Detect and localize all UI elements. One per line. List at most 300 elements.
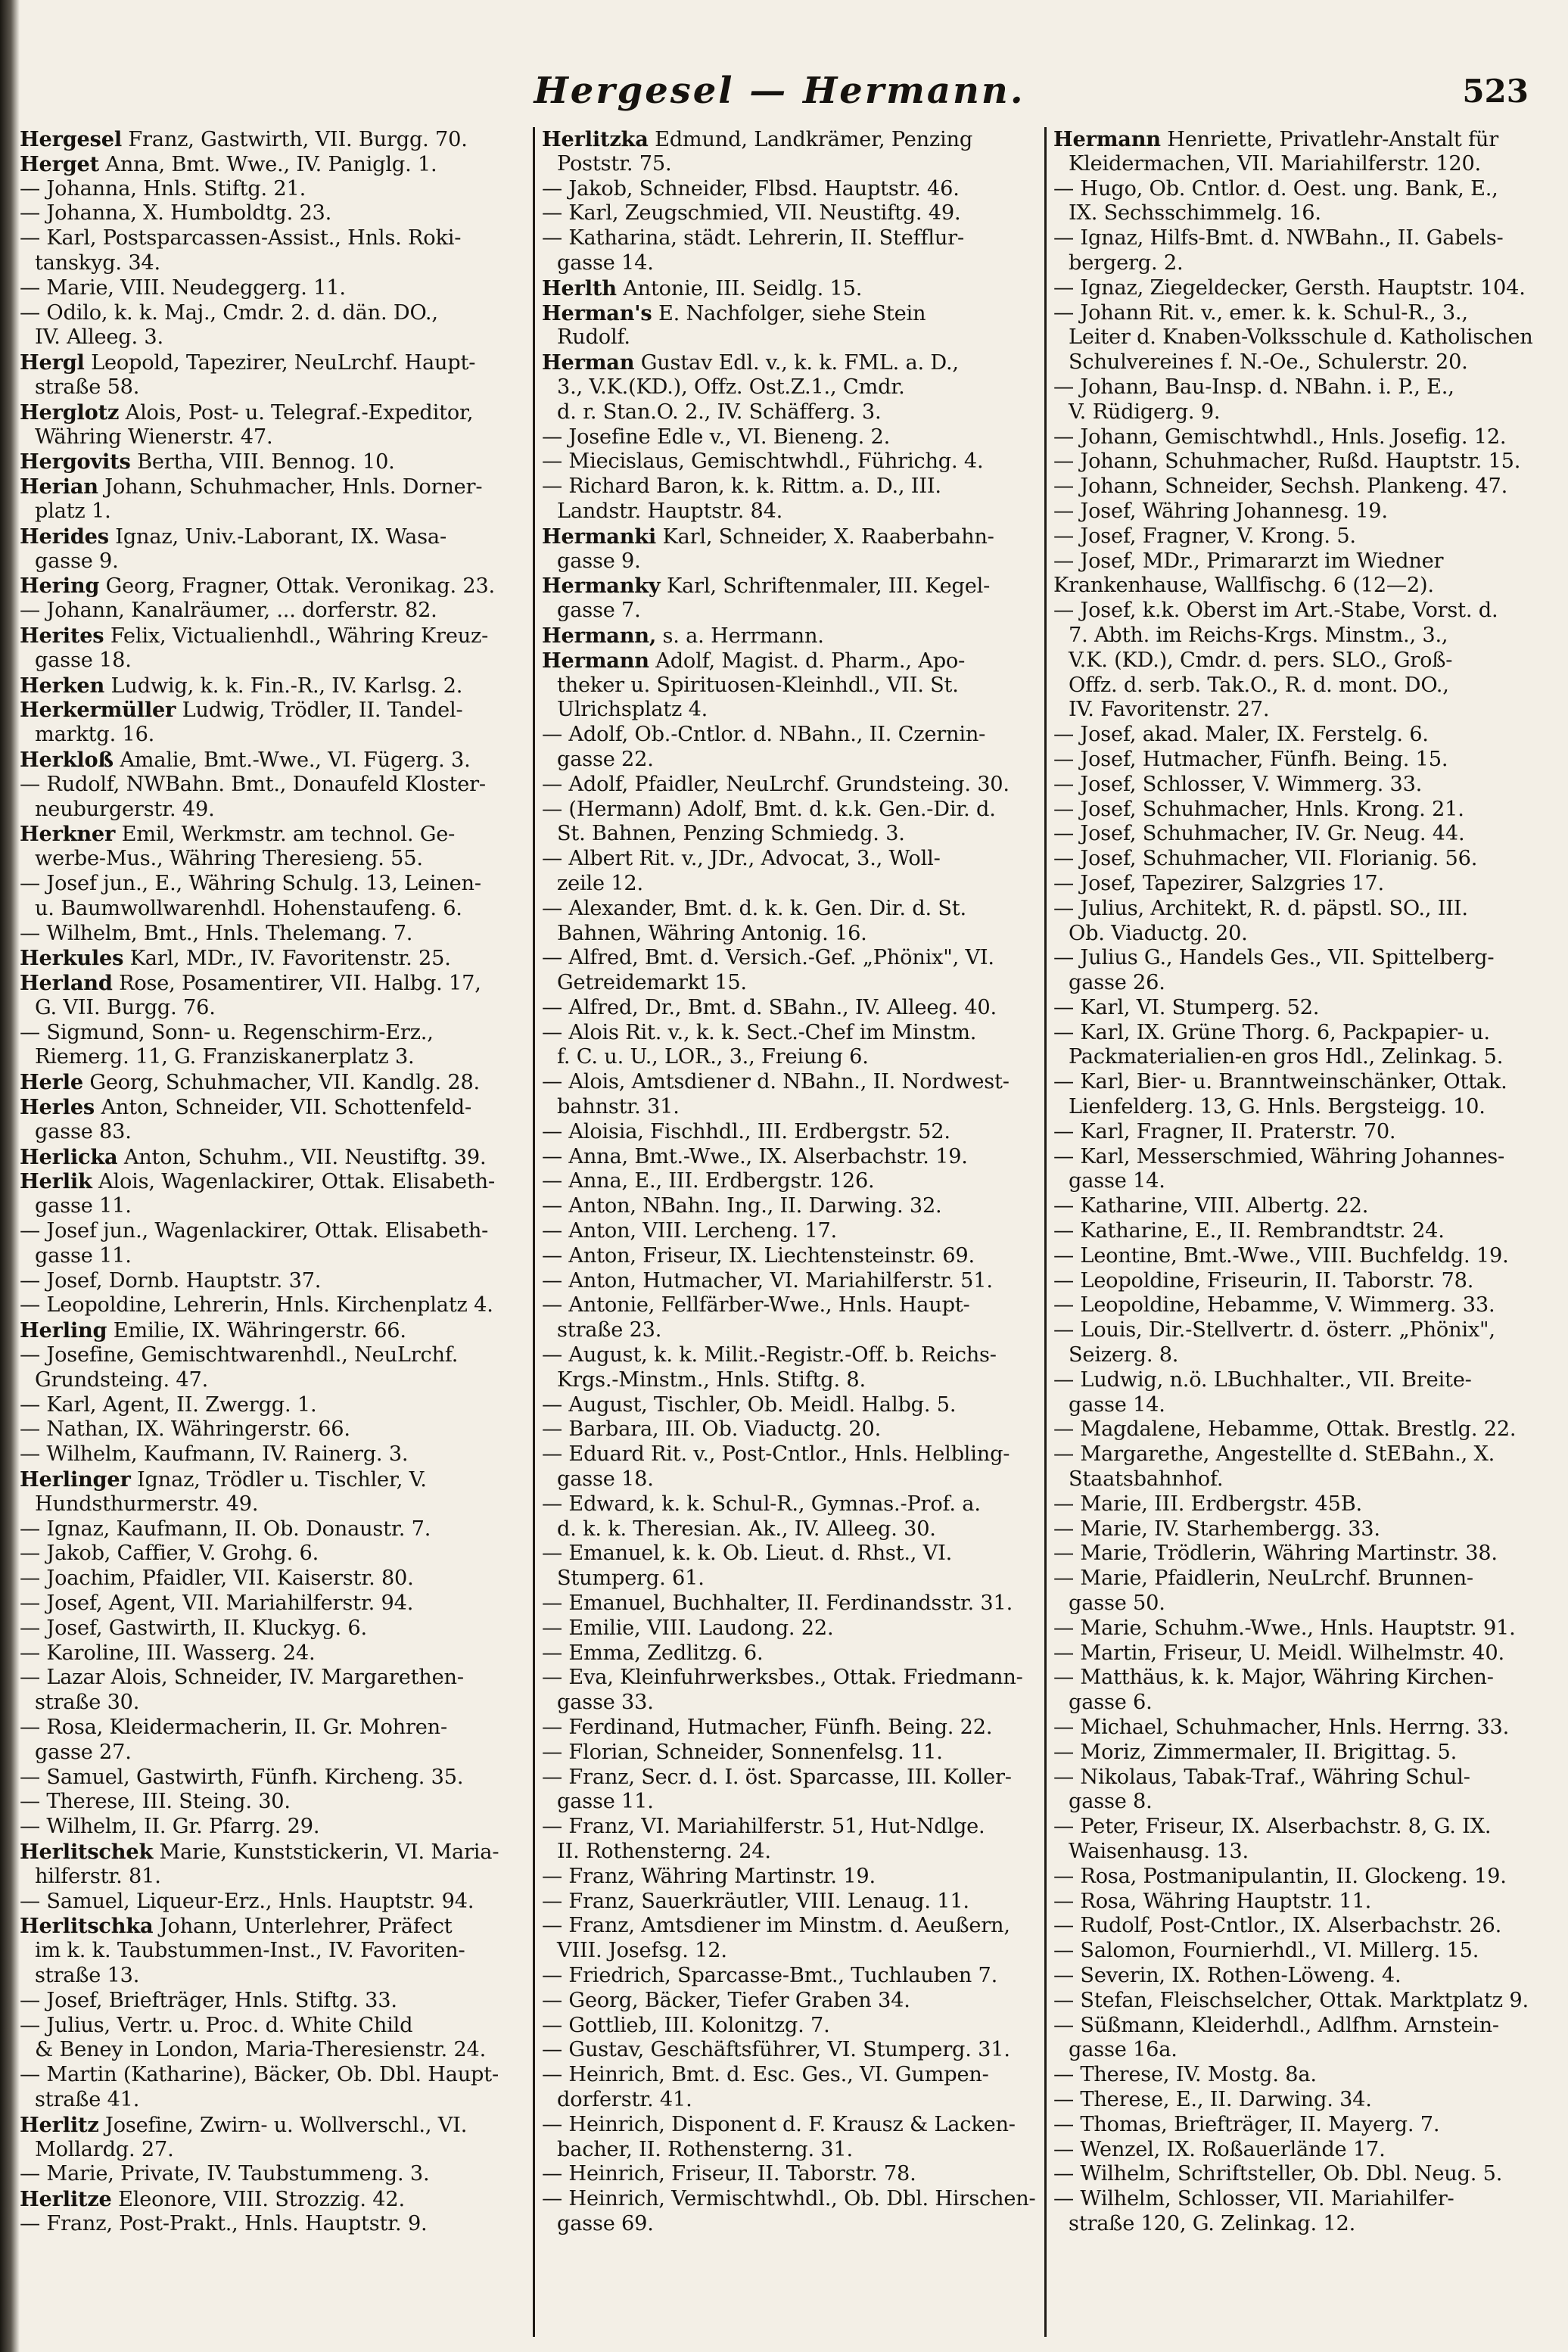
entry-text: — Jakob, Schneider, Flbsd. Hauptstr. 46. bbox=[542, 176, 960, 201]
entry-text: Amalie, Bmt.-Wwe., VI. Fügerg. 3. bbox=[113, 748, 471, 772]
directory-line bbox=[1053, 450, 1545, 474]
directory-line bbox=[20, 400, 513, 425]
entry-text: — Josef, Briefträger, Hnls. Stiftg. 33. bbox=[20, 1988, 397, 2012]
entry-text: — Antonie, Fellfärber-Wwe., Hnls. Haupt- bbox=[542, 1293, 970, 1318]
page-number: 523 bbox=[1462, 73, 1529, 110]
directory-line bbox=[542, 574, 1037, 599]
directory-line bbox=[1053, 1417, 1545, 1442]
entry-text: — Marie, Private, IV. Taubstummeng. 3. bbox=[20, 2162, 430, 2186]
entry-surname: Herlicka bbox=[20, 1144, 118, 1169]
directory-line bbox=[542, 2038, 1037, 2063]
entry-surname: Hergesel bbox=[20, 127, 122, 151]
entry-text: — August, Tischler, Ob. Meidl. Halbg. 5. bbox=[542, 1392, 957, 1417]
entry-text: — Ignaz, Hilfs-Bmt. d. NWBahn., II. Gabels- bbox=[1053, 226, 1504, 250]
directory-line bbox=[20, 350, 513, 375]
entry-surname: Hermanky bbox=[542, 574, 661, 599]
directory-line bbox=[1053, 1269, 1545, 1294]
directory-line bbox=[1053, 946, 1545, 971]
entry-text: — Franz, Amtsdiener im Minstm. d. Aeußern, bbox=[542, 1914, 1010, 1938]
directory-line bbox=[20, 127, 513, 152]
entry-text: Kleidermachen, VII. Mariahilferstr. 120. bbox=[1069, 151, 1481, 176]
directory-line bbox=[542, 1120, 1037, 1145]
entry-text: — Anna, Bmt.-Wwe., IX. Alserbachstr. 19. bbox=[542, 1144, 968, 1168]
directory-line bbox=[1053, 1840, 1545, 1865]
entry-text: — Michael, Schuhmacher, Hnls. Herrng. 33. bbox=[1053, 1716, 1510, 1739]
entry-text: — Wilhelm, Schriftsteller, Ob. Dbl. Neug. 5. bbox=[1053, 2162, 1503, 2186]
directory-line bbox=[1053, 1542, 1545, 1566]
entry-text: Anton, Schneider, VII. Schottenfeld- bbox=[95, 1096, 471, 1120]
directory-line bbox=[542, 723, 1037, 748]
entry-text: — Miecislaus, Gemischtwhdl., Führichg. 4. bbox=[542, 450, 984, 474]
directory-line bbox=[20, 2063, 513, 2088]
entry-text: u. Baumwollwarenhdl. Hohenstaufeng. 6. bbox=[35, 896, 462, 920]
directory-line bbox=[20, 1393, 513, 1418]
entry-surname: Hering bbox=[20, 574, 100, 599]
directory-line bbox=[20, 847, 513, 872]
entry-text: — Josef, akad. Maler, IX. Ferstelg. 6. bbox=[1053, 723, 1429, 747]
entry-text: Ulrichsplatz 4. bbox=[557, 698, 708, 722]
entry-text: — Josef, Agent, VII. Mariahilferstr. 94. bbox=[20, 1591, 414, 1616]
entry-text: Ludwig, k. k. Fin.-R., IV. Karlsg. 2. bbox=[104, 674, 463, 698]
entry-text: — Franz, Sauerkräutler, VIII. Lenaug. 11. bbox=[542, 1889, 969, 1913]
entry-surname: Herlitschek bbox=[20, 1839, 154, 1864]
entry-text: Antonie, III. Seidlg. 15. bbox=[616, 276, 863, 300]
directory-line bbox=[20, 1368, 513, 1393]
directory-line bbox=[542, 748, 1037, 773]
directory-line bbox=[1053, 499, 1545, 524]
entry-text: straße 13. bbox=[35, 1963, 140, 1987]
entry-text: — August, k. k. Milit.-Registr.-Off. b. Reichs- bbox=[542, 1343, 997, 1367]
entry-text: gasse 22. bbox=[557, 747, 654, 771]
entry-text: IX. Sechsschimmelg. 16. bbox=[1069, 201, 1321, 226]
entry-text: gasse 14. bbox=[1069, 1392, 1165, 1417]
entry-text: V.K. (KD.), Cmdr. d. pers. SLO., Groß- bbox=[1069, 648, 1453, 672]
directory-line bbox=[542, 1219, 1037, 1244]
directory-line bbox=[1053, 1890, 1545, 1915]
entry-text: zeile 12. bbox=[557, 871, 643, 895]
directory-line bbox=[1053, 2212, 1545, 2237]
entry-text: — Matthäus, k. k. Major, Währing Kirchen- bbox=[1053, 1666, 1494, 1690]
directory-line bbox=[542, 1343, 1037, 1368]
entry-text: gasse 9. bbox=[35, 549, 119, 573]
directory-line bbox=[20, 152, 513, 177]
directory-line bbox=[1053, 2014, 1545, 2039]
directory-line bbox=[20, 1517, 513, 1542]
entry-text: werbe-Mus., Währing Theresieng. 55. bbox=[35, 847, 423, 871]
directory-line bbox=[20, 1666, 513, 1691]
directory-line bbox=[1053, 1939, 1545, 1964]
entry-text: Seizerg. 8. bbox=[1069, 1343, 1179, 1367]
entry-text: gasse 16a. bbox=[1069, 2038, 1178, 2062]
directory-line bbox=[20, 1194, 513, 1219]
entry-text: Marie, Kunststickerin, VI. Maria- bbox=[153, 1840, 499, 1864]
entry-text: — Karl, Agent, II. Zwergg. 1. bbox=[20, 1392, 317, 1417]
directory-line bbox=[542, 2113, 1037, 2138]
directory-line bbox=[542, 822, 1037, 847]
directory-line bbox=[1053, 127, 1545, 152]
directory-line bbox=[542, 624, 1037, 649]
entry-text: — Anton, NBahn. Ing., II. Darwing. 32. bbox=[542, 1194, 942, 1218]
directory-line bbox=[542, 971, 1037, 996]
directory-line bbox=[542, 226, 1037, 251]
entry-text: Ob. Viaductg. 20. bbox=[1069, 921, 1248, 945]
entry-text: — Josef, Schuhmacher, Hnls. Krong. 21. bbox=[1053, 797, 1464, 821]
entry-text: — Karl, Fragner, II. Praterstr. 70. bbox=[1053, 1119, 1396, 1143]
entry-text: bahnstr. 31. bbox=[557, 1095, 680, 1119]
directory-line bbox=[20, 1616, 513, 1641]
directory-line bbox=[1053, 1964, 1545, 1989]
directory-line bbox=[542, 773, 1037, 798]
entry-text: — Leopoldine, Lehrerin, Hnls. Kirchenplatz 4. bbox=[20, 1293, 493, 1318]
directory-line bbox=[1053, 1021, 1545, 1046]
directory-line bbox=[1053, 325, 1545, 350]
directory-line bbox=[1053, 674, 1545, 698]
entry-text: Felix, Victualienhdl., Währing Kreuz- bbox=[104, 624, 489, 648]
entry-text: — Nathan, IX. Währingerstr. 66. bbox=[20, 1417, 350, 1442]
directory-line bbox=[1053, 897, 1545, 922]
directory-line bbox=[20, 1840, 513, 1865]
entry-text: — Therese, IV. Mostg. 8a. bbox=[1053, 2063, 1317, 2087]
entry-text: Anton, Schuhm., VII. Neustiftg. 39. bbox=[117, 1145, 487, 1169]
entry-text: Krgs.-Minstm., Hnls. Stiftg. 8. bbox=[557, 1367, 866, 1392]
directory-line bbox=[20, 1145, 513, 1170]
entry-text: — Johanna, Hnls. Stiftg. 21. bbox=[20, 176, 306, 201]
entry-text: — Therese, E., II. Darwing. 34. bbox=[1053, 2087, 1372, 2111]
entry-text: Leiter d. Knaben-Volksschule d. Katholischen bbox=[1069, 325, 1533, 350]
directory-line bbox=[1053, 798, 1545, 823]
directory-line bbox=[20, 1890, 513, 1915]
directory-line bbox=[20, 2038, 513, 2063]
entry-text: — Ignaz, Kaufmann, II. Ob. Donaustr. 7. bbox=[20, 1517, 431, 1541]
directory-line bbox=[542, 1070, 1037, 1095]
directory-line bbox=[20, 599, 513, 624]
directory-line bbox=[1053, 1169, 1545, 1194]
entry-text: — Barbara, III. Ob. Viaductg. 20. bbox=[542, 1417, 882, 1442]
directory-line bbox=[1053, 474, 1545, 499]
entry-text: — Thomas, Briefträger, II. Mayerg. 7. bbox=[1053, 2112, 1440, 2136]
entry-text: Lienfelderg. 13, G. Hnls. Bergsteigg. 10. bbox=[1069, 1095, 1486, 1119]
directory-line bbox=[542, 350, 1037, 375]
entry-text: straße 58. bbox=[35, 375, 140, 399]
entry-surname: Herken bbox=[20, 673, 105, 698]
entry-text: — Gustav, Geschäftsführer, VI. Stumperg. 31. bbox=[542, 2038, 1010, 2062]
directory-line bbox=[1053, 2038, 1545, 2063]
directory-line bbox=[1053, 400, 1545, 425]
entry-text: — Franz, Währing Martinstr. 19. bbox=[542, 1864, 876, 1888]
directory-line bbox=[1053, 2138, 1545, 2163]
directory-line bbox=[542, 1417, 1037, 1442]
entry-text: — Josef, Gastwirth, II. Kluckyg. 6. bbox=[20, 1616, 367, 1640]
directory-line bbox=[542, 1616, 1037, 1641]
entry-text: — Josefine Edle v., VI. Bieneng. 2. bbox=[542, 425, 891, 449]
entry-text: G. VII. Burgg. 76. bbox=[35, 995, 216, 1019]
directory-line bbox=[542, 301, 1037, 326]
entry-text: — Karl, VI. Stumperg. 52. bbox=[1053, 995, 1320, 1019]
entry-text: — Louis, Dir.-Stellvertr. d. österr. „Phönix", bbox=[1053, 1318, 1495, 1342]
entry-surname: Herland bbox=[20, 971, 113, 996]
entry-text: — Jakob, Caffier, V. Grohg. 6. bbox=[20, 1542, 319, 1566]
entry-text: straße 30. bbox=[35, 1691, 140, 1715]
entry-text: — Peter, Friseur, IX. Alserbachstr. 8, G. IX. bbox=[1053, 1815, 1492, 1839]
entry-surname: Herites bbox=[20, 623, 104, 648]
entry-text: — Severin, IX. Rothen-Löweng. 4. bbox=[1053, 1963, 1402, 1987]
directory-line bbox=[20, 524, 513, 549]
directory-line bbox=[542, 698, 1037, 723]
directory-line bbox=[542, 1368, 1037, 1393]
entry-text: Georg, Schuhmacher, VII. Kandlg. 28. bbox=[82, 1071, 480, 1095]
directory-line bbox=[1053, 549, 1545, 574]
entry-text: bacher, II. Rothensterng. 31. bbox=[557, 2137, 853, 2161]
entry-surname: Herlitschka bbox=[20, 1914, 154, 1939]
entry-text: — Marie, Trödlerin, Währing Martinstr. 38. bbox=[1053, 1542, 1498, 1566]
entry-text: — Katharina, städt. Lehrerin, II. Stefflur- bbox=[542, 226, 964, 250]
entry-text: Ludwig, Trödler, II. Tandel- bbox=[176, 698, 463, 723]
entry-text: — Emilie, VIII. Laudong. 22. bbox=[542, 1616, 834, 1640]
directory-line bbox=[542, 1467, 1037, 1492]
directory-line bbox=[542, 1442, 1037, 1467]
directory-line bbox=[542, 1169, 1037, 1194]
entry-text: — Marie, III. Erdbergstr. 45B. bbox=[1053, 1492, 1362, 1516]
entry-text: — Johann, Kanalräumer, ... dorferstr. 82. bbox=[20, 599, 437, 623]
directory-line bbox=[542, 1244, 1037, 1269]
entry-text: — Anton, Hutmacher, VI. Mariahilferstr. 51. bbox=[542, 1268, 993, 1293]
directory-line bbox=[20, 946, 513, 971]
entry-text: platz 1. bbox=[35, 499, 111, 523]
directory-line bbox=[1053, 1989, 1545, 2014]
entry-text: — Lazar Alois, Schneider, IV. Margarethen- bbox=[20, 1666, 464, 1690]
entry-text: gasse 69. bbox=[557, 2211, 654, 2235]
directory-line bbox=[542, 1194, 1037, 1219]
entry-text: — Karl, Messerschmied, Währing Johannes- bbox=[1053, 1144, 1504, 1168]
entry-text: & Beney in London, Maria-Theresienstr. 24. bbox=[35, 2038, 487, 2062]
directory-line bbox=[20, 1021, 513, 1046]
entry-text: — Julius G., Handels Ges., VII. Spittelberg- bbox=[1053, 946, 1495, 970]
entry-text: — Josef, Tapezirer, Salzgries 17. bbox=[1053, 871, 1384, 895]
directory-line bbox=[542, 2014, 1037, 2039]
directory-line bbox=[1053, 2088, 1545, 2113]
directory-line bbox=[542, 1815, 1037, 1840]
entry-text: II. Rothensterng. 24. bbox=[557, 1839, 771, 1863]
entry-text: — Franz, VI. Mariahilferstr. 51, Hut-Ndlge. bbox=[542, 1815, 985, 1839]
directory-line bbox=[542, 1716, 1037, 1741]
entry-text: Grundsteing. 47. bbox=[35, 1367, 209, 1392]
entry-text: — Rosa, Kleidermacherin, II. Gr. Mohren- bbox=[20, 1716, 447, 1739]
entry-text: d. k. k. Theresian. Ak., IV. Alleeg. 30. bbox=[557, 1517, 936, 1541]
entry-text: gasse 83. bbox=[35, 1119, 132, 1143]
entry-text: Staatsbahnhof. bbox=[1069, 1467, 1224, 1492]
directory-line bbox=[20, 822, 513, 847]
entry-text: — Ignaz, Ziegeldecker, Gersth. Hauptstr. 104. bbox=[1053, 275, 1526, 300]
directory-line bbox=[542, 2063, 1037, 2088]
directory-line bbox=[1053, 1914, 1545, 1939]
entry-text: — Rudolf, NWBahn. Bmt., Donaufeld Kloster- bbox=[20, 772, 486, 796]
directory-line bbox=[20, 1343, 513, 1368]
directory-line bbox=[1053, 872, 1545, 897]
entry-text: — Albert Rit. v., JDr., Advocat, 3., Woll- bbox=[542, 847, 941, 871]
entry-text: IV. Alleeg. 3. bbox=[35, 325, 163, 350]
entry-surname: Herles bbox=[20, 1095, 95, 1120]
directory-line bbox=[20, 2187, 513, 2212]
entry-text: — Edward, k. k. Schul-R., Gymnas.-Prof. a. bbox=[542, 1492, 981, 1516]
directory-line bbox=[542, 1989, 1037, 2014]
directory-line bbox=[20, 971, 513, 996]
entry-text: straße 23. bbox=[557, 1318, 662, 1342]
directory-line bbox=[542, 1542, 1037, 1566]
directory-line bbox=[1053, 152, 1545, 177]
entry-text: Alois, Wagenlackirer, Ottak. Elisabeth- bbox=[92, 1170, 495, 1194]
entry-text: 7. Abth. im Reichs-Krgs. Minstm., 3., bbox=[1069, 623, 1448, 647]
entry-text: V. Rüdigerg. 9. bbox=[1069, 400, 1221, 424]
entry-text: gasse 6. bbox=[1069, 1691, 1153, 1715]
directory-line bbox=[1053, 624, 1545, 649]
entry-text: Gustav Edl. v., k. k. FML. a. D., bbox=[634, 351, 959, 375]
entry-text: Adolf, Magist. d. Pharm., Apo- bbox=[649, 649, 966, 673]
entry-text: — Katharine, VIII. Albertg. 22. bbox=[1053, 1194, 1369, 1218]
directory-line bbox=[1053, 1467, 1545, 1492]
entry-text: St. Bahnen, Penzing Schmiedg. 3. bbox=[557, 822, 905, 846]
directory-line bbox=[20, 301, 513, 326]
directory-line bbox=[1053, 574, 1545, 599]
directory-line bbox=[1053, 1393, 1545, 1418]
entry-text: — Johann, Bau-Insp. d. NBahn. i. P., E., bbox=[1053, 375, 1454, 399]
entry-text: — Eva, Kleinfuhrwerksbes., Ottak. Friedmann- bbox=[542, 1666, 1023, 1690]
directory-line bbox=[1053, 723, 1545, 748]
entry-text: — Samuel, Gastwirth, Fünfh. Kircheng. 35. bbox=[20, 1765, 464, 1789]
entry-text: — Josef, Dornb. Hauptstr. 37. bbox=[20, 1268, 322, 1293]
entry-text: Packmaterialien-en gros Hdl., Zelinkag. 5. bbox=[1069, 1045, 1504, 1069]
entry-text: — Joachim, Pfaidler, VII. Kaiserstr. 80. bbox=[20, 1566, 414, 1591]
directory-line bbox=[20, 996, 513, 1021]
column-1 bbox=[20, 127, 513, 2337]
directory-line bbox=[20, 1566, 513, 1591]
directory-line bbox=[20, 897, 513, 922]
entry-surname: Herman's bbox=[542, 300, 652, 325]
directory-line bbox=[542, 922, 1037, 947]
directory-line bbox=[542, 474, 1037, 499]
directory-line bbox=[542, 1492, 1037, 1517]
entry-text: — Katharine, E., II. Rembrandtstr. 24. bbox=[1053, 1219, 1445, 1243]
entry-text: — Marie, VIII. Neudeggerg. 11. bbox=[20, 275, 346, 300]
entry-surname: Herlitz bbox=[20, 2112, 99, 2137]
entry-text: — Emma, Zedlitzg. 6. bbox=[542, 1641, 764, 1665]
entry-text: — Martin (Katharine), Bäcker, Ob. Dbl. Haupt- bbox=[20, 2063, 499, 2087]
entry-text: — Wenzel, IX. Roßauerlände 17. bbox=[1053, 2137, 1386, 2161]
directory-line bbox=[1053, 301, 1545, 326]
directory-line bbox=[1053, 1343, 1545, 1368]
entry-text: — Ferdinand, Hutmacher, Fünfh. Being. 22. bbox=[542, 1716, 993, 1739]
entry-text: Karl, MDr., IV. Favoritenstr. 25. bbox=[123, 947, 451, 971]
entry-text: — (Hermann) Adolf, Bmt. d. k.k. Gen.-Dir. d. bbox=[542, 797, 996, 821]
directory-line bbox=[542, 524, 1037, 549]
entry-text: — Gottlieb, III. Kolonitzg. 7. bbox=[542, 2013, 830, 2037]
directory-line bbox=[20, 251, 513, 276]
directory-line bbox=[20, 1070, 513, 1095]
directory-line bbox=[542, 251, 1037, 276]
entry-text: — Johann, Schuhmacher, Rußd. Hauptstr. 15. bbox=[1053, 450, 1521, 474]
directory-line bbox=[20, 698, 513, 723]
directory-line bbox=[1053, 226, 1545, 251]
entry-text: — Karl, Postsparcassen-Assist., Hnls. Roki- bbox=[20, 226, 462, 250]
entry-text: — Josef, Hutmacher, Fünfh. Being. 15. bbox=[1053, 747, 1448, 771]
entry-text: gasse 18. bbox=[35, 648, 132, 672]
directory-line bbox=[20, 1989, 513, 2014]
entry-text: — Karl, Bier- u. Branntweinschänker, Ottak. bbox=[1053, 1070, 1507, 1094]
directory-line bbox=[20, 1641, 513, 1666]
entry-text: gasse 18. bbox=[557, 1467, 654, 1492]
entry-text: Riemerg. 11, G. Franziskanerplatz 3. bbox=[35, 1045, 415, 1069]
entry-text: — Karl, Zeugschmied, VII. Neustiftg. 49. bbox=[542, 201, 961, 226]
entry-text: Leopold, Tapezirer, NeuLrchf. Haupt- bbox=[84, 351, 476, 375]
entry-text: gasse 14. bbox=[1069, 1169, 1165, 1193]
entry-surname: Herget bbox=[20, 151, 99, 176]
directory-line bbox=[1053, 649, 1545, 674]
entry-text: Getreidemarkt 15. bbox=[557, 971, 747, 995]
entry-text: — Josef jun., E., Währing Schulg. 13, Leinen- bbox=[20, 871, 481, 895]
entry-text: — Florian, Schneider, Sonnenfelsg. 11. bbox=[542, 1740, 943, 1764]
directory-line bbox=[542, 152, 1037, 177]
directory-line bbox=[542, 1741, 1037, 1766]
entry-text: Landstr. Hauptstr. 84. bbox=[557, 499, 783, 523]
directory-line bbox=[20, 1741, 513, 1766]
entry-text: — Leontine, Bmt.-Wwe., VIII. Buchfeldg. 19. bbox=[1053, 1243, 1509, 1268]
directory-line bbox=[542, 325, 1037, 350]
directory-line bbox=[542, 1045, 1037, 1070]
entry-text: — Karl, IX. Grüne Thorg. 6, Packpapier- u. bbox=[1053, 1020, 1490, 1044]
directory-line bbox=[1053, 524, 1545, 549]
directory-line bbox=[20, 773, 513, 798]
directory-line bbox=[1053, 2162, 1545, 2187]
entry-text: — Alexander, Bmt. d. k. k. Gen. Dir. d. St. bbox=[542, 896, 966, 920]
directory-line bbox=[1053, 922, 1545, 947]
directory-line bbox=[1053, 1766, 1545, 1790]
entry-text: — Wilhelm, Kaufmann, IV. Rainerg. 3. bbox=[20, 1442, 409, 1467]
entry-text: — Julius, Architekt, R. d. päpstl. SO., III. bbox=[1053, 896, 1468, 920]
entry-text: — Nikolaus, Tabak-Traf., Währing Schul- bbox=[1053, 1765, 1470, 1789]
directory-line bbox=[1053, 2113, 1545, 2138]
entry-text: — Sigmund, Sonn- u. Regenschirm-Erz., bbox=[20, 1020, 434, 1044]
directory-line bbox=[20, 450, 513, 474]
directory-line bbox=[542, 201, 1037, 226]
entry-surname: Herglotz bbox=[20, 400, 120, 425]
directory-line bbox=[542, 1890, 1037, 1915]
entry-surname: Herling bbox=[20, 1318, 107, 1343]
entry-text: straße 120, G. Zelinkag. 12. bbox=[1069, 2211, 1356, 2235]
directory-line bbox=[542, 1766, 1037, 1790]
entry-text: Stumperg. 61. bbox=[557, 1566, 705, 1591]
directory-line bbox=[1053, 425, 1545, 450]
entry-text: gasse 14. bbox=[557, 250, 654, 275]
entry-surname: Herian bbox=[20, 474, 98, 499]
directory-line bbox=[20, 2162, 513, 2187]
entry-text: — Leopoldine, Hebamme, V. Wimmerg. 33. bbox=[1053, 1293, 1495, 1318]
entry-surname: Hermann bbox=[542, 648, 649, 673]
directory-line bbox=[20, 1914, 513, 1939]
directory-line bbox=[542, 2162, 1037, 2187]
entry-text: — Emanuel, Buchhalter, II. Ferdinandsstr. 31. bbox=[542, 1591, 1013, 1616]
directory-line bbox=[542, 1865, 1037, 1890]
entry-text: Eleonore, VIII. Strozzig. 42. bbox=[111, 2188, 405, 2212]
directory-line bbox=[1053, 1591, 1545, 1616]
directory-line bbox=[20, 674, 513, 698]
directory-line bbox=[1053, 1691, 1545, 1716]
directory-line bbox=[20, 872, 513, 897]
entry-text: f. C. u. U., LOR., 3., Freiung 6. bbox=[557, 1045, 869, 1069]
entry-text: — Therese, III. Steing. 30. bbox=[20, 1790, 291, 1814]
directory-line bbox=[1053, 1865, 1545, 1890]
entry-surname: Herkules bbox=[20, 946, 124, 971]
directory-line bbox=[20, 1442, 513, 1467]
entry-text: — Julius, Vertr. u. Proc. d. White Child bbox=[20, 2013, 413, 2037]
